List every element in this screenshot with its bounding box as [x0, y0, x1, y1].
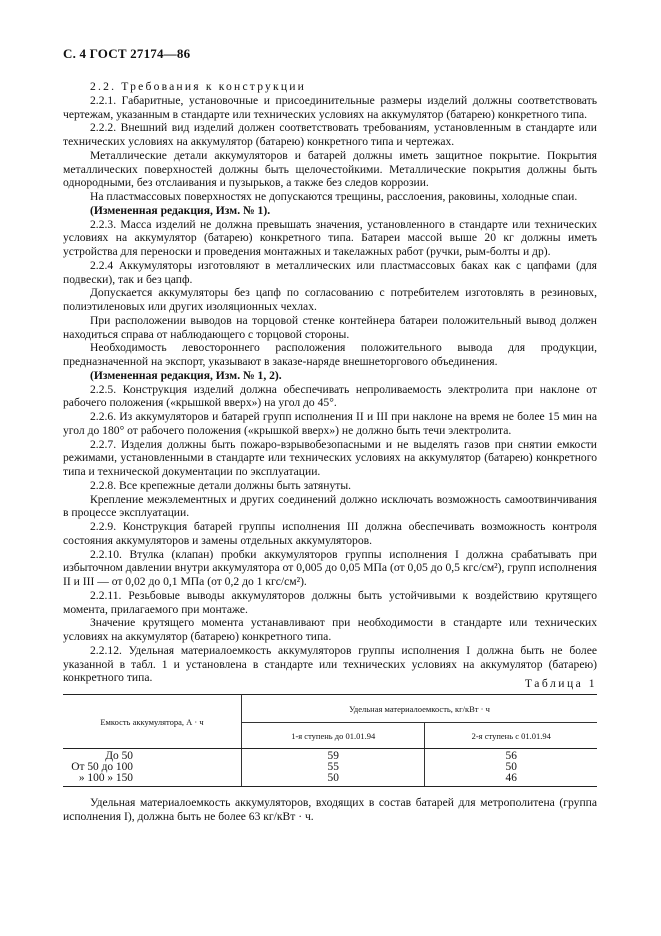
paragraph: На пластмассовых поверхностях не допускаются трещины, расслоения, раковины, холодные спаи.: [90, 190, 578, 203]
footer-paragraph: Удельная материалоемкость аккумуляторов, входящих в состав батарей для метрополитена (группа исполнения I), должна быть не более 63 кг/кВт · ч.: [63, 796, 597, 823]
material-intensity-table: [63, 694, 597, 787]
paragraph: 2.2.3. Масса изделий не должна превышать значения, установленного в стандарте или технических условиях на аккумулятор (батарею) конкретного типа. Батареи массой выше 20 кг должны иметь устройства для переноски и проведения монтажных и такелажных работ (ручки, рым-болты и др).: [63, 217, 597, 258]
table-body: [63, 749, 597, 787]
paragraph: При расположении выводов на торцовой стенке контейнера батареи положительный вывод должен находиться справа от наблюдающего с торцовой стороны.: [63, 313, 597, 341]
paragraph: 2.2.11. Резьбовые выводы аккумуляторов должны быть устойчивыми к воздействию крутящего момента, прилагаемого при монтаже.: [63, 588, 597, 616]
paragraph: 2.2.5. Конструкция изделий должна обеспечивать непроливаемость электролита при наклоне от рабочего положения («крышкой вверх») на угол до 45°.: [63, 382, 597, 410]
paragraph: 2.2.8. Все крепежные детали должны быть затянуты.: [90, 478, 352, 492]
paragraph: 2.2.4 Аккумуляторы изготовляют в металлических или пластмассовых баках как с цапфами (для подвески), так и без цапф.: [63, 258, 597, 286]
paragraph: Крепление межэлементных и других соединений должно исключать возможность самоотвинчивания в процессе эксплуатации.: [63, 492, 597, 520]
paragraph: Значение крутящего момента устанавливают при необходимости в стандарте или технических условиях на аккумулятор (батарею) конкретного типа.: [63, 616, 597, 643]
section-title: 2.2. Требования к конструкции: [90, 80, 307, 93]
paragraph: 2.2.6. Из аккумуляторов и батарей групп исполнения II и III при наклоне на время не более 15 мин на угол до 180° от рабочего положения («крышкой вверх») не должно быть течи электролита.: [63, 410, 597, 437]
cell-stage1: 59: [242, 749, 425, 763]
cell-capacity: » 100 » 150: [63, 773, 242, 787]
table-header-capacity: Емкость аккумулятора, А · ч: [63, 695, 242, 749]
table-header-stage1: 1-я ступень до 01.01.94: [242, 723, 425, 749]
body-text: [63, 80, 597, 685]
table-header-group: Удельная материалоемкость, кг/кВт · ч: [242, 695, 598, 723]
amendment-note: (Измененная редакция, Изм. № 1, 2).: [90, 368, 282, 382]
paragraph: 2.2.9. Конструкция батарей группы исполнения III должна обеспечивать возможность контроля состояния аккумуляторов и замены отдельных аккумуляторов.: [63, 520, 597, 547]
paragraph: 2.2.2. Внешний вид изделий должен соответствовать требованиям, установленным в стандарте или технических условиях на аккумулятор (батарею) конкретного типа и чертежах.: [63, 121, 597, 148]
paragraph: 2.2.10. Втулка (клапан) пробки аккумуляторов группы исполнения I должна срабатывать при избыточном давлении внутри аккумулятора от 0,005 до 0,05 МПа (от 0,05 до 0,5 кгс/см²), групп исполнения II и III — от 0,02 до 0,1 МПа (от 0,2 до 1 кгс/см²).: [63, 547, 597, 588]
cell-capacity: От 50 до 100: [63, 762, 242, 773]
cell-stage2: 50: [505, 761, 517, 773]
table-header-stage2: 2-я ступень с 01.01.94: [425, 723, 597, 749]
table-title: Таблица 1: [524, 677, 597, 690]
table-row: [63, 773, 597, 787]
cell-stage2: 46: [425, 773, 597, 787]
cell-stage1: 55: [242, 762, 425, 773]
page-header: С. 4 ГОСТ 27174—86: [63, 46, 191, 61]
paragraph: Металлические детали аккумуляторов и батарей должны иметь защитное покрытие. Покрытия металлических поверхностей должны быть щелочестойкими. Металлические покрытия должны быть однородными, без отслаивания и пузырьков, а также без следов коррозии.: [63, 148, 597, 190]
paragraph: Необходимость левостороннего расположения положительного вывода для продукции, предназначенной на экспорт, указывают в заказе-наряде внешнеторгового объединения.: [63, 341, 597, 368]
cell-stage1: 50: [242, 773, 425, 787]
cell-stage2: 56: [505, 750, 517, 762]
amendment-note: (Измененная редакция, Изм. № 1).: [90, 203, 271, 217]
paragraph: Допускается аккумуляторы без цапф по согласованию с потребителем изготовлять в резиновых, полиэтиленовых или других изоляционных чехлах.: [63, 286, 597, 313]
table-row: [63, 749, 597, 763]
cell-capacity: До 50: [63, 749, 242, 763]
paragraph: 2.2.12. Удельная материалоемкость аккумуляторов группы исполнения I должна быть не более указанной в табл. 1 и установлена в стандарте или технических условиях на аккумулятор (батарею) конкретного типа.: [63, 643, 597, 685]
paragraph: 2.2.1. Габаритные, установочные и присоединительные размеры изделий должны соответствовать чертежам, указанным в стандарте или технических условиях на аккумулятор (батарею) конкретного типа.: [63, 93, 597, 121]
paragraph: 2.2.7. Изделия должны быть пожаро-взрывобезопасными и не выделять газов при снятии емкости режимами, установленными в стандарте или технических условиях на аккумулятор (батарею) конкретного типа и технической документации по эксплуатации.: [63, 437, 597, 478]
